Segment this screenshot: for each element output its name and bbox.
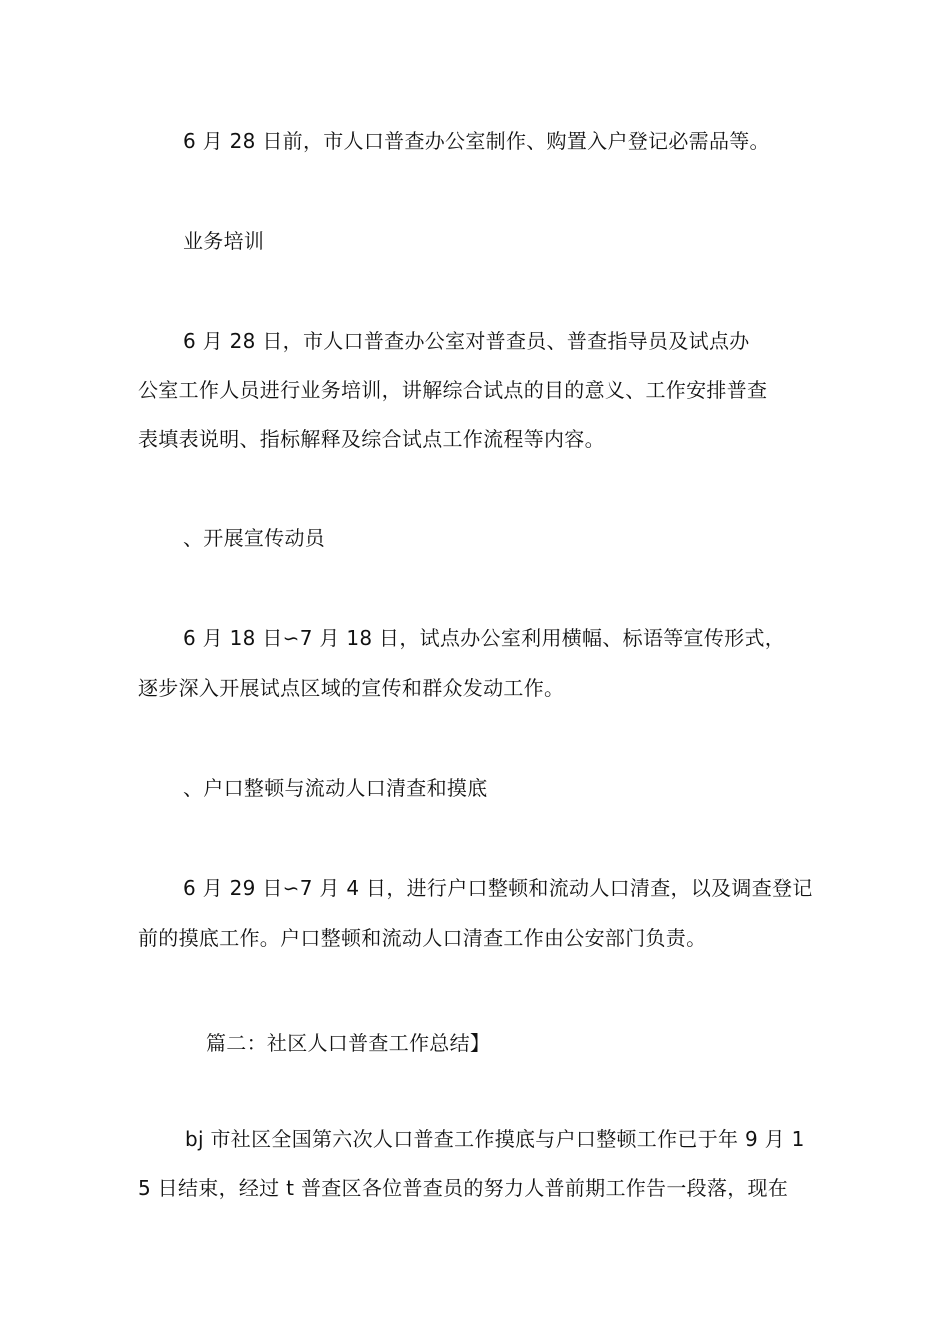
section-heading: 、户口整顿与流动人口清查和摸底 [183, 776, 488, 800]
paragraph-line: 6 月 18 日∽7 月 18 日，试点办公室利用横幅、标语等宣传形式， [183, 626, 786, 650]
paragraph-line: 6 月 28 日，市人口普查办公室对普查员、普查指导员及试点办 [183, 329, 750, 353]
paragraph-line: 5 日结束，经过 t 普查区各位普查员的努力人普前期工作告一段落，现在 [138, 1176, 789, 1200]
paragraph-line: 6 月 28 日前，市人口普查办公室制作、购置入户登记必需品等。 [183, 129, 770, 153]
article-title: 篇二：社区人口普查工作总结】 [206, 1031, 491, 1055]
paragraph-line: 6 月 29 日∽7 月 4 日，进行户口整顿和流动人口清查，以及调查登记 [183, 876, 813, 900]
paragraph-line: 公室工作人员进行业务培训，讲解综合试点的目的意义、工作安排普查 [138, 378, 768, 402]
paragraph-line: 表填表说明、指标解释及综合试点工作流程等内容。 [138, 427, 605, 451]
section-heading: 业务培训 [183, 229, 265, 253]
paragraph-line: 前的摸底工作。户口整顿和流动人口清查工作由公安部门负责。 [138, 926, 707, 950]
paragraph-line: bj 市社区全国第六次人口普查工作摸底与户口整顿工作已于年 9 月 1 [185, 1127, 805, 1151]
section-heading: 、开展宣传动员 [183, 526, 326, 550]
paragraph-line: 逐步深入开展试点区域的宣传和群众发动工作。 [138, 676, 565, 700]
